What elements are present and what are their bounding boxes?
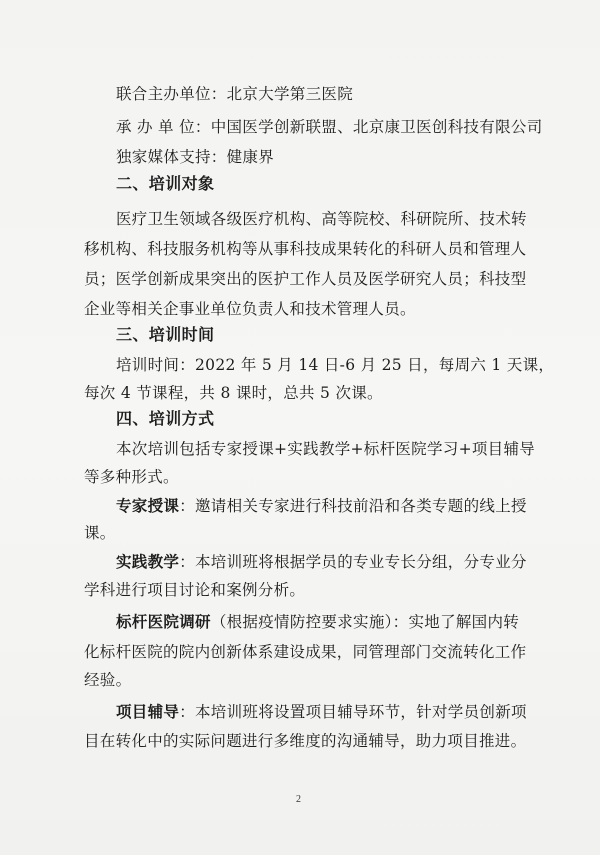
benchmark-line-1 [116,612,519,632]
benchmark-desc: （根据疫情防控要求实施）：实地了解国内转 [210,613,520,631]
practice-line-1 [116,552,527,572]
section2-line-2: 移机构、科技服务机构等从事科技成果转化的科研人员和管理人 [84,240,527,258]
practice-term: 实践教学 [116,553,180,571]
section3-line-1: 培训时间：2022 年 5 月 14 日-6 月 25 日，每周六 1 天课， [116,356,555,374]
expert-line-1 [116,496,527,516]
section4-line-2: 等多种形式。 [84,468,179,486]
mentoring-line-1 [116,702,527,722]
benchmark-term: 标杆医院调研 [116,613,211,631]
page-number: 2 [296,794,301,805]
practice-desc: ：本培训班将根据学员的专业专长分组，分专业分 [179,553,527,571]
section2-heading: 二、培训对象 [116,174,215,193]
co-host-label: 联合主办单位： [116,85,227,103]
media-label: 独家媒体支持： [116,148,227,166]
expert-desc: ：邀请相关专家进行科技前沿和各类专题的线上授 [179,497,527,515]
section4-heading: 四、培训方式 [116,409,215,428]
section3-heading: 三、培训时间 [116,325,215,344]
section2-line-1: 医疗卫生领域各级医疗机构、高等院校、科研院所、技术转 [116,210,527,228]
section3-line-2: 每次 4 节课程，共 8 课时，总共 5 次课。 [84,384,383,402]
section2-line-3: 员；医学创新成果突出的医护工作人员及医学研究人员；科技型 [84,270,527,288]
expert-line-2: 课。 [84,524,116,542]
benchmark-line-3: 经验。 [84,671,132,689]
mentoring-line-2: 目在转化中的实际问题进行多维度的沟通辅导，助力项目推进。 [84,732,527,750]
media-value: 健康界 [226,148,275,166]
section2-line-4: 企业等相关企事业单位负责人和技术管理人员。 [84,300,416,318]
practice-line-2: 学科进行项目讨论和案例分析。 [84,581,306,599]
mentoring-term: 项目辅导 [116,703,180,721]
benchmark-line-2: 化标杆医院的院内创新体系建设成果，同管理部门交流转化工作 [84,643,527,661]
undertaker-line [116,117,543,137]
co-host-line [116,84,353,104]
mentoring-desc: ：本培训班将设置项目辅导环节，针对学员创新项 [179,703,527,721]
co-host-value: 北京大学第三医院 [226,85,354,103]
undertaker-value: 中国医学创新联盟、北京康卫医创科技有限公司 [210,118,543,136]
media-line [116,147,274,167]
expert-term: 专家授课 [116,497,180,515]
undertaker-label: 承 办 单 位： [116,118,211,136]
section4-line-1: 本次培训包括专家授课+实践教学+标杆医院学习+项目辅导 [116,440,536,458]
